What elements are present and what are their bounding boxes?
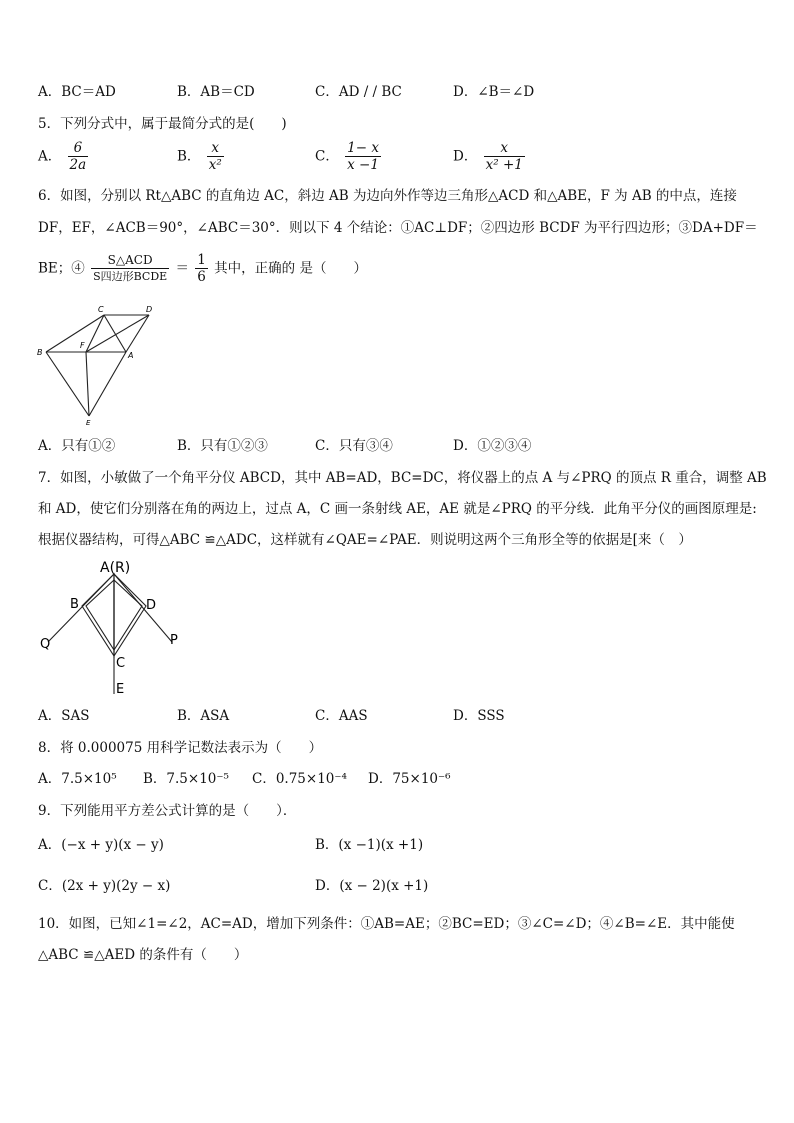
q6-label-d: D xyxy=(146,305,153,314)
q4-option-a: A．BC＝AD xyxy=(38,84,116,100)
q6-figure xyxy=(34,302,164,428)
q5-option-a: A． $\frac{6}{2a}$ xyxy=(38,140,87,173)
q6-option-a: A．只有①② xyxy=(38,438,116,454)
q7-line-1: 7．如图，小敏做了一个角平分仪 ABCD，其中 AB=AD，BC=DC，将仪器上的点 A 与∠PRQ 的顶点 R 重合，调整 AB xyxy=(38,470,767,486)
q7-label-q: Q xyxy=(40,637,51,652)
q9-option-b: B．(x −1)(x +1) xyxy=(315,837,424,853)
q7-option-a: A．SAS xyxy=(38,708,90,724)
q7-line-2: 和 AD，使它们分别落在角的两边上，过点 A，C 画一条射线 AE，AE 就是∠PRQ 的平分线．此角平分仪的画图原理是: xyxy=(38,501,757,517)
q6-option-b: B．只有①②③ xyxy=(177,438,268,454)
q7-label-ar: A(R) xyxy=(100,560,131,576)
q6-label-b: B xyxy=(37,348,43,357)
q7-label-b: B xyxy=(70,597,79,612)
q4-option-c: C．AD / / BC xyxy=(315,84,402,100)
q7-option-b: B．ASA xyxy=(177,708,230,724)
q5-fraction-c: $\frac{1- x}{x -1}$ xyxy=(347,140,379,173)
q4-option-d: D．∠B＝∠D xyxy=(453,84,535,100)
q5-fraction-b: $\frac{x}{\text{x²}}$ xyxy=(208,140,222,173)
q9-stem: 9．下列能用平方差公式计算的是（ ）． xyxy=(38,803,297,819)
q6-one-sixth: $\frac{1}{6}$ xyxy=(197,252,206,285)
q10-line-1: 10．如图，已知∠1=∠2，AC=AD，增加下列条件：①AB=AE；②BC=ED；③∠C=∠D；④∠B=∠E．其中能使 xyxy=(38,916,735,932)
q4-option-b: B．AB＝CD xyxy=(177,84,255,100)
q7-label-e: E xyxy=(116,682,125,697)
q8-option-a: A．7.5×10⁵ xyxy=(38,771,117,787)
q7-figure xyxy=(36,556,196,698)
q6-line-2: DF，EF，∠ACB＝90°，∠ABC＝30°．则以下 4 个结论：①AC⊥DF；②四边形 BCDF 为平行四边形；③DA+DF＝ xyxy=(38,220,758,236)
q6-line-1: 6．如图，分别以 Rt△ABC 的直角边 AC，斜边 AB 为边向外作等边三角形△ACD 和△ABE，F 为 AB 的中点，连接 xyxy=(38,188,737,204)
q6-option-d: D．①②③④ xyxy=(453,438,532,454)
q9-option-c: C．(2x + y)(2y − x) xyxy=(38,878,171,894)
q5-stem: 5．下列分式中，属于最简分式的是( ) xyxy=(38,116,287,132)
q8-option-c: C．0.75×10⁻⁴ xyxy=(252,771,347,787)
q5-option-c: C． $\frac{1- x}{x -1}$ xyxy=(315,140,379,173)
q5-fraction-a: $\frac{6}{2a}$ xyxy=(69,140,87,173)
q8-option-d: D．75×10⁻⁶ xyxy=(368,771,451,787)
q6-area-ratio: $\frac{\text{S△ACD}}{\text{S四边形BCDE}}$ xyxy=(93,253,168,283)
q10-line-2: △ABC ≌△AED 的条件有（ ） xyxy=(38,947,248,963)
q6-label-f: F xyxy=(80,341,85,350)
q7-label-p: P xyxy=(170,633,178,648)
q9-option-d: D．(x − 2)(x +1) xyxy=(315,878,429,894)
q7-label-c: C xyxy=(116,656,126,671)
q8-option-b: B．7.5×10⁻⁵ xyxy=(143,771,229,787)
q7-label-d: D xyxy=(146,598,157,613)
q5-fraction-d: $\frac{x}{\text{x² +1}}$ xyxy=(485,140,523,173)
q5-option-d: D． $\frac{x}{\text{x² +1}}$ xyxy=(453,140,523,173)
q7-option-c: C．AAS xyxy=(315,708,368,724)
q9-option-a: A．(−x + y)(x − y) xyxy=(38,837,164,853)
q6-line-3: BE；④ $\frac{\text{S△ACD}}{\text{S四边形BCDE}}$ ＝ $\frac{1}{6}$ 其中，正确的 是（ ） xyxy=(38,252,367,285)
q6-label-e: E xyxy=(86,419,91,427)
q5-option-b: B． $\frac{x}{\text{x²}}$ xyxy=(177,140,222,173)
q8-stem: 8．将 0.000075 用科学记数法表示为（ ） xyxy=(38,740,323,756)
q6-option-c: C．只有③④ xyxy=(315,438,393,454)
q7-option-d: D．SSS xyxy=(453,708,505,724)
q6-label-a: A xyxy=(128,351,134,360)
q7-line-3: 根据仪器结构，可得△ABC ≌△ADC，这样就有∠QAE=∠PAE．则说明这两个三角形全等的依据是[来（ ） xyxy=(38,532,692,548)
q6-label-c: C xyxy=(98,305,104,314)
